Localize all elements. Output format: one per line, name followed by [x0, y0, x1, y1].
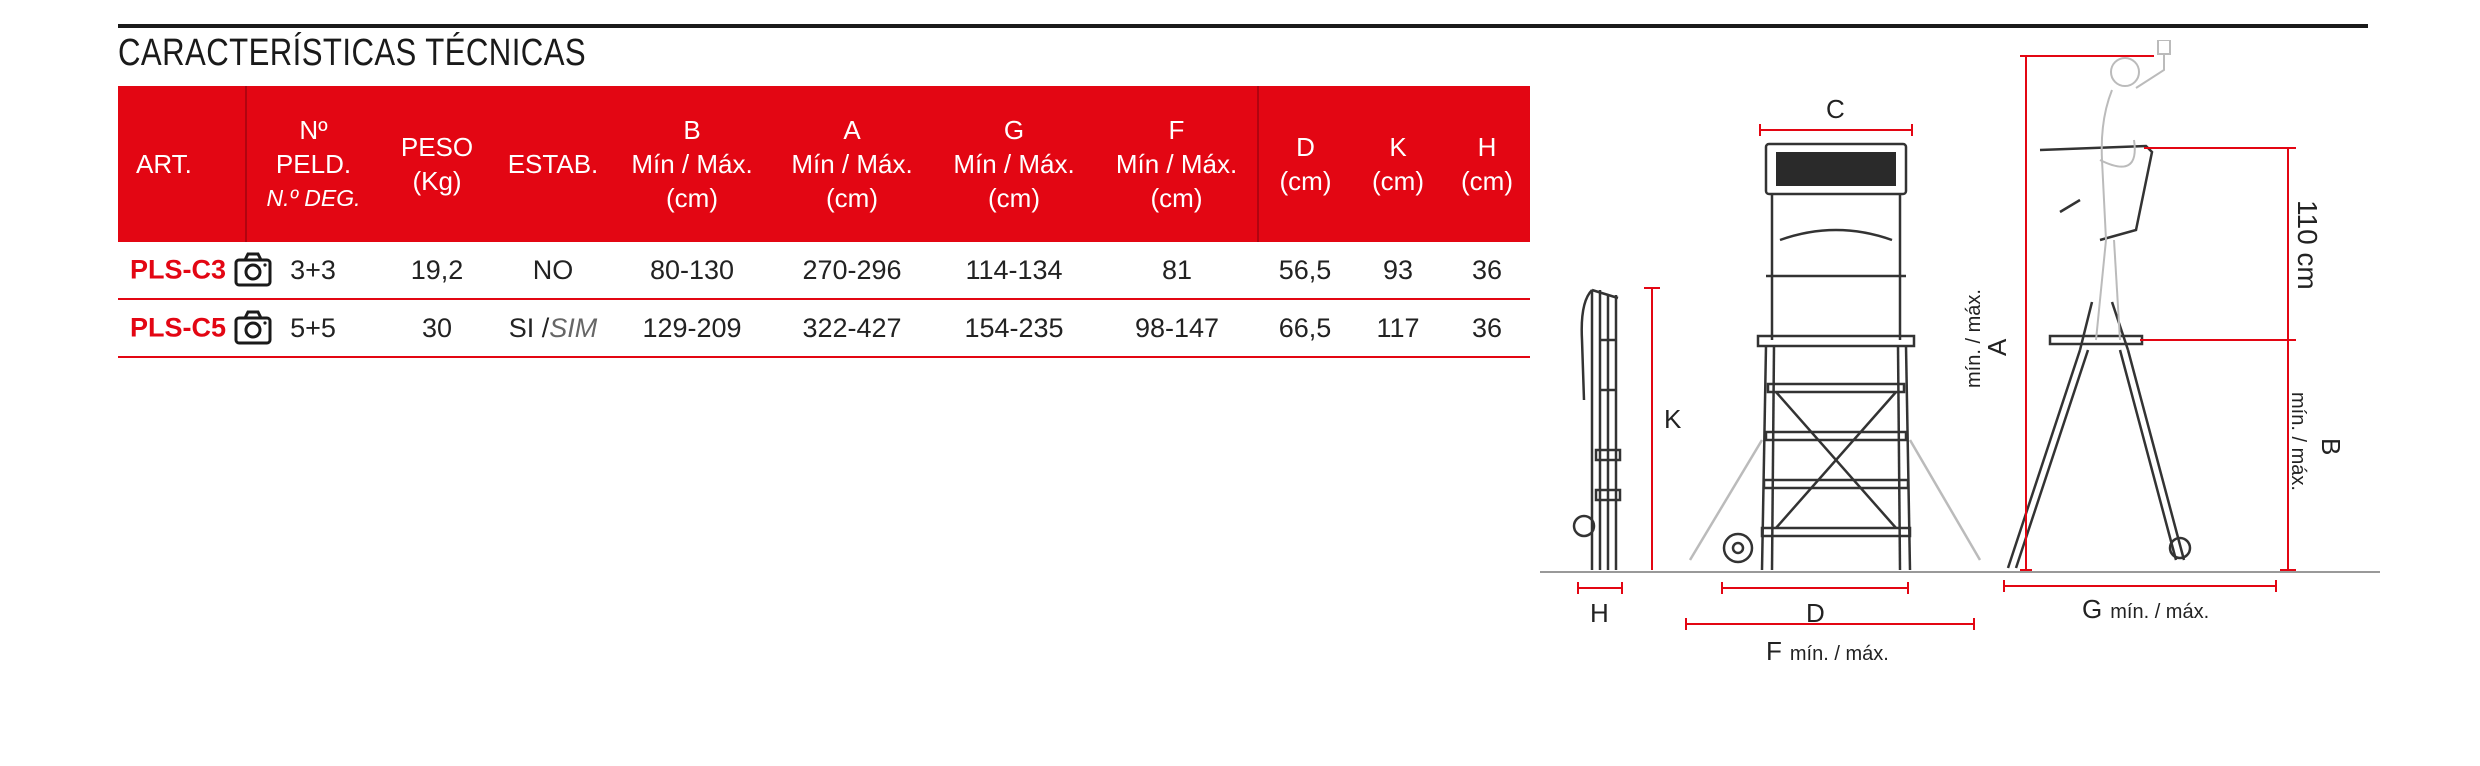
- header-peso: PESO (Kg): [380, 86, 494, 242]
- dim-label-h: H: [1590, 598, 1609, 628]
- cell-art: [118, 242, 246, 299]
- header-h: H (cm): [1444, 86, 1530, 242]
- cell-estab: NO: [494, 242, 612, 299]
- table-row: [118, 242, 1530, 299]
- cell-d: 66,5: [1258, 299, 1352, 357]
- cell-peld: 5+5: [246, 299, 380, 357]
- cell-art: [118, 299, 246, 357]
- folded-ladder-drawing: [1574, 290, 1620, 570]
- header-b: B Mín / Máx. (cm): [612, 86, 772, 242]
- cell-k: 93: [1352, 242, 1444, 299]
- cell-peso: 19,2: [380, 242, 494, 299]
- header-d: D (cm): [1258, 86, 1352, 242]
- cell-b: 129-209: [612, 299, 772, 357]
- dim-label-110: 110 cm: [2292, 200, 2323, 290]
- cell-a: 322-427: [772, 299, 932, 357]
- table-row: [118, 299, 1530, 357]
- page-title: CARACTERÍSTICAS TÉCNICAS: [118, 32, 587, 74]
- specs-table: [118, 86, 1530, 358]
- dim-sub-a: mín. / máx.: [1963, 289, 1985, 388]
- cell-a: 270-296: [772, 242, 932, 299]
- front-view-drawing: [1690, 144, 1980, 570]
- cell-g: 154-235: [932, 299, 1096, 357]
- dim-label-a: A: [1982, 338, 2012, 356]
- camera-icon[interactable]: [234, 252, 272, 288]
- side-view-drawing: [2008, 146, 2190, 568]
- cell-g: 114-134: [932, 242, 1096, 299]
- dim-label-g: G mín. / máx.: [2082, 594, 2210, 624]
- cell-d: 56,5: [1258, 242, 1352, 299]
- ladder-diagrams: [1540, 40, 2380, 680]
- camera-icon[interactable]: [234, 310, 272, 346]
- cell-peso: 30: [380, 299, 494, 357]
- table-header-row: [118, 86, 1530, 242]
- cell-f: 98-147: [1096, 299, 1258, 357]
- cell-h: 36: [1444, 242, 1530, 299]
- header-f: F Mín / Máx. (cm): [1096, 86, 1258, 242]
- header-g: G Mín / Máx. (cm): [932, 86, 1096, 242]
- user-figure: [2096, 40, 2170, 340]
- cell-k: 117: [1352, 299, 1444, 357]
- header-art: ART.: [118, 86, 246, 242]
- cell-b: 80-130: [612, 242, 772, 299]
- product-code: PLS-C3: [130, 254, 227, 285]
- cell-estab: SI /SIM: [494, 299, 612, 357]
- top-rule: [118, 24, 2368, 28]
- dim-sub-b: mín. / máx.: [2287, 392, 2309, 491]
- header-a: A Mín / Máx. (cm): [772, 86, 932, 242]
- dim-label-k: K: [1664, 404, 1682, 434]
- cell-f: 81: [1096, 242, 1258, 299]
- dim-label-c: C: [1826, 94, 1845, 124]
- dim-label-f: F mín. / máx.: [1766, 636, 1889, 666]
- header-estab: ESTAB.: [494, 86, 612, 242]
- product-code: PLS-C5: [130, 312, 227, 343]
- dim-label-d: D: [1806, 598, 1825, 628]
- header-k: K (cm): [1352, 86, 1444, 242]
- dim-label-b: B: [2316, 438, 2346, 456]
- cell-h: 36: [1444, 299, 1530, 357]
- cell-peld: 3+3: [246, 242, 380, 299]
- header-peld: Nº PELD. N.º DEG.: [246, 86, 380, 242]
